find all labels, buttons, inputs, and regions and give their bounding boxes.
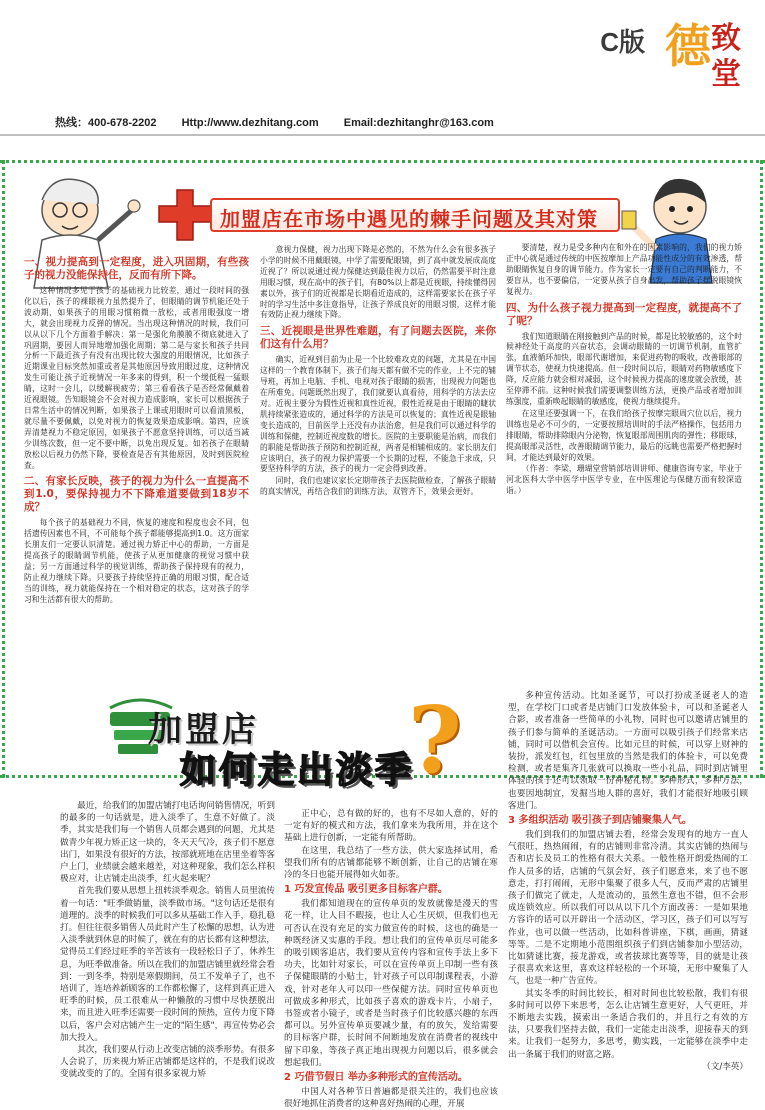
paragraph: 在这里还要强调一下，在我们给孩子按摩完眼周穴位以后，视力训练也是必不可少的，一定要按照培训时的手法严格操作，包括用力排眼睛，帮助排除眼内分泌物，恢复眼部周围肌肉的弹性；移眼球，提高眼部灵活性，改善眼睛调节能力，最后的远眺也需要严格把握时间，才能达到最好的效果。	[506, 408, 742, 462]
page-header	[0, 0, 765, 135]
paragraph: 确实，近视到目前为止是一个比较难攻克的问题，尤其是在中国这样的一个教育体制下，孩子们每天都有做不完的作业，上不完的辅导班，再加上电脑、手机、电视对孩子眼睛的损害，出现视力问题也在所难免。问题既然出现了，我们就要认真看待，用科学的方法去应对。近视主要分为假性近视和真性近视，假性近视是由于眼睛的睫状肌持续紧张造成的，通过科学的方法是可以恢复的；真性近视是眼轴变长造成的，目前医学上还没有办法治愈，但是我们可以通过科学的训练和保健，控制近视度数的增长。医院的主要职能是治病，而我们的职能是帮助孩子预防和控制近视，两者是相辅相成的。家长朋友们应该明白，孩子的视力保护需要一个长期的过程，不能急于求成，只要坚持科学的方法，孩子的视力一定会得到改善。	[260, 355, 496, 474]
author-note: （作者：李梁，珊瑚堂营销部培训讲师、健康咨询专家，毕业于河北医科大学中医学中医学专业，在中医理论与保健方面有较深造诣。）	[506, 464, 742, 496]
frame-dots-right	[759, 160, 763, 778]
edition-label: C版	[600, 27, 645, 57]
article1-title: 加盟店在市场中遇见的棘手问题及其对策	[220, 207, 598, 231]
paragraph: 多种宣传活动。比如圣诞节，可以打扮成圣诞老人的造型，在学校门口或者是店铺门口发放体验卡，可以和圣诞老人合影，或者准备一些简单的小礼物，同时也可以邀请店铺里的孩子们参与简单的圣诞活动。一方面可以吸引孩子们经常来店铺，同时可以借机会宣传。比如元旦的时候，可以穿上财神的装扮，派发红包，红包里放的当然是我们的体验卡，可以免费检测，或者是集齐几张就可以换取一些小礼品，同时到店铺里体验的孩子还可以领取一份神秘礼物。多种形式，多种方法，也要因地制宜，发掘当地人群的喜好，我们才能很好地吸引顾客进门。	[508, 691, 748, 811]
header-divider	[0, 134, 765, 136]
paragraph: 要清楚，视力是受多种内在和外在的因素影响的，我们的视力矫正中心就是通过传统的中医按摩加上产品功能性成分的有效渗透，帮助眼睛恢复自身的调节能力。作为家长一定要有自己的判断能力，不要盲从，也不要偏信，一定要从孩子自身出发，帮助孩子摆脱眼镜恢复视力。	[506, 243, 742, 296]
frame-dots-left	[2, 160, 6, 778]
paragraph: 正中心，总有做的好的，也有不尽如人意的，好的一定有好的模式和方法，我们拿来为我所用，并在这个基础上进行创新，一定能有所帮助。	[284, 809, 498, 844]
paragraph: 同时，我们也建议家长定期带孩子去医院做检查，了解孩子眼睛的真实情况，再结合我们的训练方法，双管齐下，效果会更好。	[260, 476, 496, 497]
article2-title-line2: 如何走出淡季	[180, 750, 415, 791]
paragraph: 最近，给我们的加盟店铺打电话询问销售情况，听到的最多的一句话就是，进入淡季了，生意不好做了。淡季，其实是我们每一个销售人员都会遇到的问题，尤其是做青少年视力矫正这一块的，冬天天气冷，孩子们不愿意出门，如果没有很好的方法，按部就班地在店里坐着等客户上门，业绩就会越来越差，对这种现象，我们怎么样积极应对，让店铺走出淡季，红火起来呢？	[60, 801, 275, 885]
section-heading: 四、为什么孩子视力提高到一定程度，就提高不了了呢？	[506, 301, 742, 327]
email-link[interactable]: Email:dezhitanghr@163.com	[343, 117, 494, 129]
paragraph: 首先我们要从思想上扭转淡季观念。销售人员里流传着一句话："旺季做销量，淡季做市场。"这句话还是很有道理的。淡季的时候我们可以多从基础工作入手，稳扎稳打。但往往很多销售人员此时产生了松懈的思想，认为进入淡季就到休息的时候了，就在有的店长都有这种想法，觉得员工们经过旺季的辛苦该有一段轻松日子了，休养生息，为旺季做准备。所以在我们的加盟店铺里就经常会看到：一到冬季，特别是寒假期间，员工不发单子了，也不培训了，连培养新顾客的工作都松懈了，这样到真正进入旺季的时候，员工很难从一种懒散的习惯中尽快摆脱出来，而且进入旺季还需要一段时间的预热，宣传力度下降以后，客户会对店铺产生一定的"陌生感"，再宣传势必会加大投入。	[60, 886, 275, 1043]
paragraph: 在这里，我总结了一些方法，供大家选择试用，希望我们所有的店铺都能够不断创新，让自己的店铺在寒冷的冬日也能开展得如火如荼。	[284, 845, 498, 881]
section-heading: 2 巧借节假日 举办多种形式的宣传活动。	[284, 1072, 468, 1084]
medical-cross-icon	[155, 188, 215, 243]
article2-column-2	[284, 808, 498, 1110]
logo-char-zhi: 致	[711, 21, 741, 56]
paragraph: 意视力保健，视力出现下降是必然的，不然为什么会有很多孩子小学的时候不用戴眼镜，中学了需要配眼镜，到了高中就发展成高度近视了？所以说通过视力保健达到最佳视力以后，仍然需要平时注意用眼习惯，现在高中的孩子们，有80%以上都是近视眼，持续懂得因素以外，孩子们的近视都是长期看近造成的，这样需要家长在孩子平时的学习生活中多注意指导，让孩子养成良好的用眼习惯，这样才能有效防止视力继续下降。	[260, 245, 496, 320]
paragraph: 我们到我们的加盟店铺去看，经常会发现有的地方一直人气很旺，热热闹闹，有的店铺则非常冷清。其实店铺的热闹与否和店长及员工的性格有很大关系。一般性格开朗爱热闹的工作人员多的话，店铺的气氛会好，孩子们愿意来，来了也不愿意走，打打闹闹，无形中集聚了很多人气，反而严肃的店铺里孩子们做完了就走，人是流动的，虽然生意也不错，但不会形成连锁效应。所以我们可以从以下几个方面改善：一是如果地方容许的话可以开辟出一个活动区，学习区，孩子们可以写写作业，也可以做一些活动，比如科普讲座，下棋，画画，猜谜等等。二是不定期地小范围组织孩子们到店铺参加小型活动，比如猜谜比赛，接龙游戏，或者拔球比赛等等，目的就是让孩子很喜欢来这里，喜欢这样轻松的一个环境，无形中聚集了人气，也是一种广告宣传。	[508, 830, 748, 987]
paragraph: 其实冬季的时间比较长，相对时间也比较松散，我们有很多时间可以停下来思考，怎么让店铺生意更好，人气更旺，并不断地去实践，摸索出一条适合我们的，并且行之有效的方法，只要我们坚持去做，我们一定能走出淡季，迎接春天的到来。让我们一起努力，多思考，勤实践，一定能够在淡季中走出一条属于我们的财富之路。	[508, 988, 748, 1060]
article2-column-3	[508, 690, 748, 1085]
logo-char-tang: 堂	[711, 57, 741, 92]
section-heading: 一、视力提高到一定程度，进入巩固期，有些孩子的视力没能保持住，反而有所下降。	[24, 256, 249, 281]
paragraph: 中国人对各种节日普遍都是很关注的，我们也应该很好地抓住消费者的这种喜好热闹的心理，开展	[284, 1087, 498, 1110]
section-heading: 三、近视眼是世界性难题，有了问题去医院，来你们这有什么用？	[260, 325, 496, 351]
paragraph: 我们都知道现在的宣传单页的发放就像是漫天的雪花一样，让人目不暇接，也让人心生厌烦，但我们也无可否认在没有充足的实力做宣传的时候，这也的确是一种既经济又实惠的手段。想让我们的宣传单页尽可能多的吸引顾客追店，我们要从宣传内容和宣传手法上多下功夫，比如针对家长，可以在宣传单页上印制一些有孩子保健眼睛的小贴士，针对孩子可以印制课程表，小游戏，针对老年人可以印一些保健方法。同时宣传单页也可做成多种形式，比如孩子喜欢的游戏卡片，小扇子，书签或者小镜子，或者是当时孩子们比较感兴趣的东西都可以。另外宣传单页要减少量，有的放矢，发给需要的目标客户群，长时间不间断地发放在消费者的视线中留下印象，等孩子真正地出现视力问题以后，很多就会想起我们。	[284, 899, 498, 1068]
question-mark-icon: ?	[408, 686, 462, 794]
paragraph: 其次，我们要从行动上改变店铺的淡季形势。有很多人会说了，历来视力矫正店铺都是这样的，不是我们说改变就改变的了的。全国有很多家视力矫	[60, 1045, 275, 1080]
spacer	[260, 205, 496, 245]
dezhitang-logo	[663, 12, 753, 94]
section-heading: 二、有家长反映，孩子的视力为什么一直提高不到1.0，要保持视力不下降难道要做到18岁不成？	[24, 475, 249, 514]
paragraph: 我们知道眼睛在刚接触到产品的时候，都是比较敏感的，这个时候神经处于高度的兴奋状态，会调动眼睛的一切调节机制，血管扩张，血液循环加快，眼部代谢增加，来促进药物的吸收，改善眼部的调节状态，使视力快速提高。但一段时间以后，眼睛对药物敏感度下降，反应能力就会相对减弱，这个时候视力提高的速度就会放缓，甚至停滞不前。这种时候我们需要调整训练方法，更换产品或者增加训练强度，重新唤起眼睛的敏感度，使视力继续提升。	[506, 331, 742, 406]
paragraph: 每个孩子的基础视力不同，恢复的速度和程度也会不同，包括遗传因素也不同，不可能每个孩子都能够提高到1.0。这方面家长朋友们一定要认识清楚。通过视力矫正中心的帮助，一方面是提高孩子的眼睛调节机能，使孩子从更加健康的视觉习惯中获益；另一方面通过科学的视觉训练，帮助孩子保持现有的视力，防止视力继续下降。只要孩子持续坚持正确的用眼习惯，配合适当的训练，视力就能保持在一个相对稳定的状态，这对孩子的学习和生活都有很大的帮助。	[24, 518, 249, 604]
author-credit: （文/李英）	[702, 1061, 748, 1072]
hotline-text: 热线：400-678-2202	[55, 117, 157, 129]
logo-char-de: 德	[665, 19, 711, 73]
website-link[interactable]: Http://www.dezhitang.com	[181, 117, 319, 129]
section-heading: 1 巧发宣传品 吸引更多目标客户群。	[284, 884, 448, 896]
contact-bar	[55, 114, 516, 130]
section-heading: 3 多组织活动 吸引孩子到店铺聚集人气。	[508, 815, 692, 827]
article2-column-1	[60, 800, 275, 1085]
article2-title-line1: 加盟店	[148, 710, 259, 750]
paragraph: 这种情况多见于孩子的基础视力比较差，通过一段时间的强化以后，孩子的裸眼视力虽然提升了，但眼睛的调节机能还处于波动期，如果孩子的用眼习惯稍微一放松，或者用眼强度一增大，就会出现视力反弹的情况。当出现这种情况的时候，我们可以从以下几个方面着手解决：第一是强化角膜膜不彻底就进入了巩固期，要因人而异地增加强化周期；第二是与家长和孩子共同分析一下最近孩子有没有出现比较大强度的用眼情况，比如孩子近期课业目标突然加重或者是其他原因导致用眼过度，这种情况发生可能让孩子近视情况一年多来的得到，积一个缓低程一猛眼睛，这时一会儿，以缓解视疲劳；第三看看孩子是否经常佩戴着近视眼镜。告知眼镜会不会对视力造成影响，家长可以根据孩子日常生活中的情况判断，如果孩子上课或用眼时可以看清黑板，就尽量不要佩戴，以免对视力的恢复效果造成影响。第四，应该弄清楚视力不稳定原因，如果孩子不愿意坚持训练，可以适当减少训练次数，但一定不要中断，以免出现反复。如若孩子在眼睛放松以后视力仍然下降，要检查是否有其他原因，及时到医院检查。	[24, 286, 249, 470]
